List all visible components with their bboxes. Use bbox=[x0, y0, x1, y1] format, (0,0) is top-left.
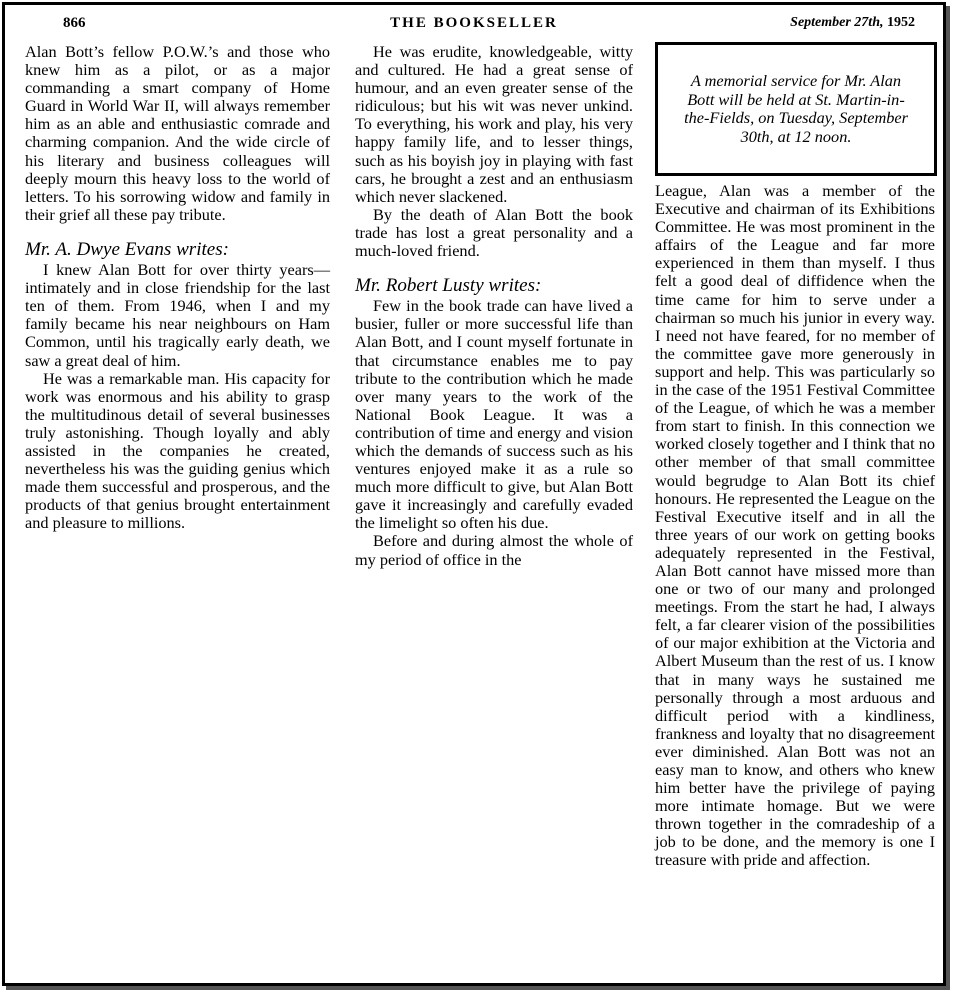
memorial-notice-text: A memorial service for Mr. Alan Bott will be held at St. Martin-in-the-Fields, on Tuesday, September 30th, at 12 noon. bbox=[684, 71, 908, 146]
issue-date-year: 1952 bbox=[887, 15, 915, 30]
column-2 bbox=[355, 43, 633, 569]
column-1-paragraph-3: He was a remarkable man. His capacity for work was enormous and his ability to grasp the multitudinous detail of several businesses truly astonishing. Though loyally and ably assisted in the companies he created, nevertheless his was the guiding genius which made them successful and prosperous, and the products of that genius brought entertainment and pleasure to millions. bbox=[25, 368, 330, 533]
publication-title: THE BOOKSELLER bbox=[390, 15, 558, 31]
column-2-paragraph-2: By the death of Alan Bott the book trade has lost a great personality and a much-loved friend. bbox=[355, 204, 633, 261]
column-2-paragraph-4: Before and during almost the whole of my period of office in the bbox=[355, 531, 633, 569]
column-2-paragraph-3: Few in the book trade can have lived a busier, fuller or more successful life than Alan Bott, and I count myself fortunate in that circumstance enables me to pay tribute to the contribution which he made over many years to the work of the National Book League. It was a contribution of time and energy and vision which the demands of success such as his ventures enjoyed make it as a rule so much more difficult to give, but Alan Bott gave it increasingly and carefully evaded the limelight so often his due. bbox=[355, 296, 633, 533]
dwye-evans-heading: Mr. A. Dwye Evans writes: bbox=[25, 238, 230, 260]
column-1 bbox=[25, 43, 330, 532]
issue-date-day: September 27th, bbox=[790, 15, 884, 30]
column-3 bbox=[655, 182, 935, 870]
column-3-paragraph-1: League, Alan was a member of the Executive and chairman of its Exhibitions Committee. He was most prominent in the affairs of the League and far more experienced in them than myself. I thus felt a good deal of diffidence when the time came for him to serve under a chairman so much his junior in every way. I need not have feared, for no member of the committee gave more generously in support and help. This was particularly so in the case of the 1951 Festival Committee of the League, of which he was a member from start to finish. In this connection we worked closely together and I think that no other member of that small committee would begrudge to Alan Bott its chief honours. He represented the League on the Festival Executive itself and in all the three years of our work on getting books adequately represented in the Festival, Alan Bott cannot have missed more than one or two of our many and prolonged meetings. From the start he had, I always felt, a far clearer vision of the possibilities of our major exhibition at the Victoria and Albert Museum than the rest of us. I know that in many ways he sustained me personally through a most arduous and difficult period with a kindliness, frankness and loyalty that no disagreement ever diminished. Alan Bott was not an easy man to know, and others who knew him better have the privilege of paying more intimate homage. But we were thrown together in the comradeship of a job to be done, and the memory is one I treasure with pride and affection. bbox=[655, 181, 935, 870]
page-header bbox=[5, 15, 943, 35]
column-1-paragraph-1: Alan Bott’s fellow P.O.W.’s and those who knew him as a pilot, or as a major commanding a smart company of Home Guard in World War II, will always remember him as an able and enthusiastic comrade and charming companion. And the wide circle of his literary and business colleagues will deeply mourn this heavy loss to the world of letters. To his sorrowing widow and family in their grief all these pay tribute. bbox=[25, 42, 330, 224]
issue-date bbox=[790, 15, 915, 31]
robert-lusty-heading: Mr. Robert Lusty writes: bbox=[355, 275, 542, 297]
memorial-notice-box bbox=[655, 42, 937, 176]
column-2-paragraph-1: He was erudite, knowledgeable, witty and cultured. He had a great sense of humour, and an even greater sense of the ridiculous; but his wit was never unkind. To everything, his work and play, his very happy family life, and to lesser things, such as his boyish joy in playing with fast cars, he brought a zest and an enthusiasm which never slackened. bbox=[355, 42, 633, 206]
column-1-paragraph-2: I knew Alan Bott for over thirty years—intimately and in close friendship for the last ten of them. From 1946, when I and my family became his near neighbours on Ham Common, until his tragically early death, we saw a great deal of him. bbox=[25, 260, 330, 370]
page-number: 866 bbox=[63, 15, 86, 31]
magazine-page bbox=[2, 2, 946, 986]
